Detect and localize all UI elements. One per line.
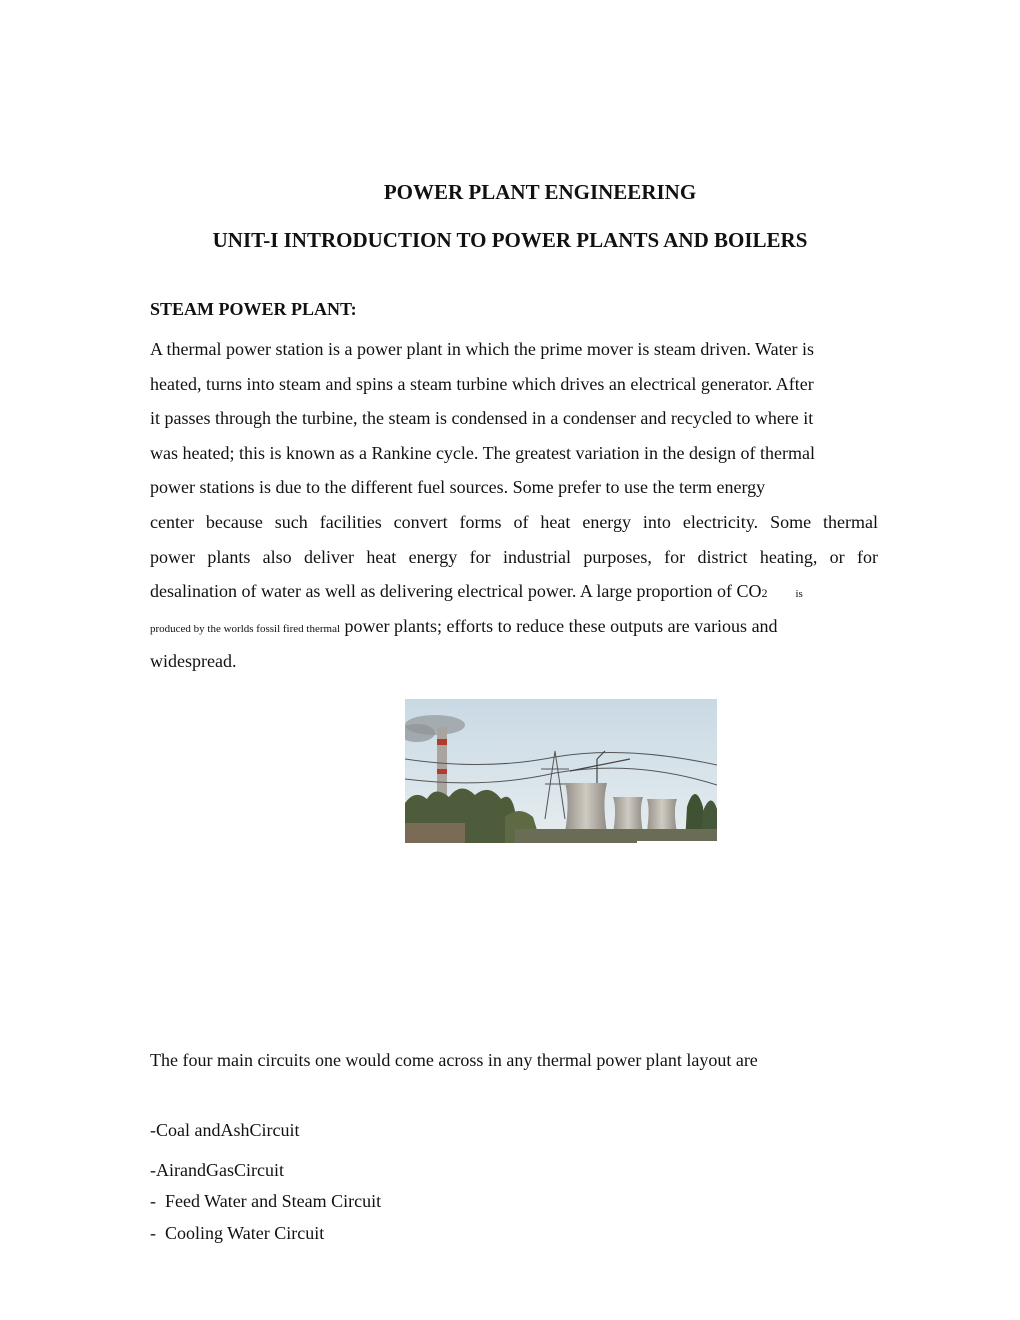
paragraph-line-co2	[150, 580, 878, 605]
circuit-item: -AirandGasCircuit	[150, 1160, 284, 1180]
paragraph-line-fossil	[150, 615, 878, 640]
paragraph-line: power stations is due to the different fuel sources. Some prefer to use the term energy	[150, 477, 766, 497]
paragraph-line: it passes through the turbine, the steam is condensed in a condenser and recycled to where it	[150, 408, 814, 428]
power-plant-photo	[405, 699, 717, 843]
circuit-item: - Cooling Water Circuit	[150, 1223, 325, 1243]
paragraph-last-line: widespread.	[150, 651, 237, 671]
circuits-intro: The four main circuits one would come across in any thermal power plant layout are	[150, 1050, 758, 1070]
co2-trailing: is	[795, 588, 803, 600]
section-heading: STEAM POWER PLANT:	[150, 299, 357, 319]
paragraph-line: power plants also deliver heat energy for industrial purposes, for district heating, or for	[150, 547, 878, 567]
co2-subscript: 2	[761, 586, 768, 600]
fossil-small-text: produced by the worlds fossil fired thermal	[150, 623, 341, 635]
paragraph-line: A thermal power station is a power plant in which the prime mover is steam driven. Water is	[150, 339, 815, 359]
paragraph-line: heated, turns into steam and spins a steam turbine which drives an electrical generator. After	[150, 374, 814, 394]
circuit-item: - Feed Water and Steam Circuit	[150, 1191, 382, 1211]
fossil-text: power plants; efforts to reduce these outputs are various and	[340, 616, 778, 636]
document-title: POWER PLANT ENGINEERING	[383, 180, 697, 204]
paragraph-line: center because such facilities convert forms of heat energy into electricity. Some thermal	[150, 512, 878, 532]
paragraph-line: was heated; this is known as a Rankine cycle. The greatest variation in the design of thermal	[150, 443, 815, 463]
document-subtitle: UNIT-I INTRODUCTION TO POWER PLANTS AND BOILERS	[212, 228, 808, 252]
co2-text: desalination of water as well as delivering electrical power. A large proportion of CO	[150, 581, 762, 601]
circuit-item: -Coal andAshCircuit	[150, 1120, 300, 1140]
